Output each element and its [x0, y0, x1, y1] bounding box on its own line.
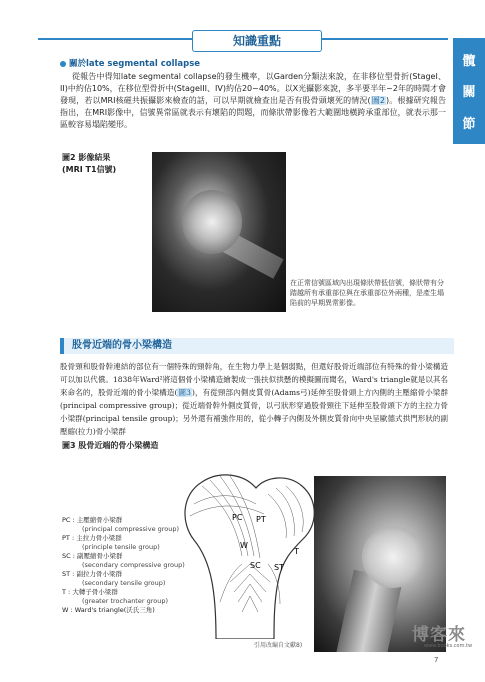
- section1-paragraph: [60, 71, 446, 131]
- section2-body: [60, 360, 448, 438]
- legend-abbr: T: [62, 588, 66, 596]
- bookstore-watermark-url: www.books.com.tw: [424, 643, 473, 649]
- mri-image: [152, 152, 286, 312]
- legend-abbr: ST: [62, 570, 71, 578]
- figure2-subtitle: (MRI T1信號): [62, 165, 117, 174]
- diagram-label-st: ST: [274, 563, 284, 572]
- legend-abbr: PC: [62, 516, 71, 524]
- legend-zh: 大轉子骨小梁群: [72, 588, 118, 596]
- legend-entry-english: (secondary tensile group): [82, 579, 166, 587]
- diagram-label-sc: SC: [250, 561, 261, 570]
- bookstore-watermark: 博客來: [412, 625, 466, 645]
- diagram-label-t: T: [294, 547, 299, 556]
- figure2-note: 在正常信號區域內出現條狀帶低信號，條狀帶有分踏越所有承重部位與在承重部位外兩種，是產生塌陷前的早期異常影像。: [290, 279, 444, 307]
- legend-entry-english: (principal compressive group): [82, 525, 180, 533]
- legend-entry: PT : 主拉力骨小梁群: [62, 534, 122, 542]
- page-header-title: 知識重點: [192, 30, 322, 52]
- legend-entry-english: (greater trochanter group): [82, 597, 169, 605]
- figure2-title: 圖2 影像結果: [62, 153, 111, 162]
- femur-trabecular-diagram: [172, 464, 328, 639]
- legend-zh: 副拉力骨小梁群: [76, 570, 122, 578]
- legend-zh: 主壓縮骨小梁群: [76, 516, 123, 524]
- figure-reference: 圖3: [178, 388, 191, 397]
- side-tab-char: 髖: [462, 54, 476, 70]
- legend-abbr: PT: [62, 534, 70, 542]
- legend-abbr: W: [62, 606, 69, 614]
- legend-entry: SC : 副壓縮骨小梁群: [62, 552, 123, 560]
- text-run: 股骨頸和股骨幹連結的部位有一個特殊的頸幹角，在生物力學上是個弱點，但還好股骨近端部位有特殊的骨小梁構造可以加以代償。1838年Ward²將這個骨小梁構造繪製成一張扶似拱懸的模擬圖而聞名，Ward's triangle就是以其名來命名的，股骨近端的骨小梁構造(: [60, 362, 448, 397]
- legend-entry: PC : 主壓縮骨小梁群: [62, 516, 123, 524]
- section2-title: 股骨近端的骨小梁構造: [72, 340, 172, 351]
- page-number: 7: [434, 656, 439, 664]
- legend-entry-english: (principle tensile group): [82, 543, 160, 551]
- legend-zh: 主拉力骨小梁群: [76, 534, 122, 542]
- section1-title: 關於late segmental collapse: [69, 59, 201, 69]
- legend-abbr: SC: [62, 552, 71, 560]
- legend-zh: Ward's triangle(沃氏三角): [74, 606, 155, 614]
- legend-entry: T : 大轉子骨小梁群: [62, 588, 118, 596]
- xray-femoral-head: [362, 526, 424, 588]
- legend-entry: ST : 副拉力骨小梁群: [62, 570, 122, 578]
- text-run: )，有從頸部內側皮質骨(Adams弓)延伸至股骨頭上方內側的主壓縮骨小梁群(principal compressive group)；從近端骨幹外側皮質骨，以弓狀形穿過股骨頸往下延伸至股骨頭下方的主拉力骨小梁群(principal tensile group)；另外還有補強作用的，從小轉子內側及外側皮質骨向中央呈歐德式拱門形狀的副壓縮(拉力)骨小梁群: [60, 388, 448, 436]
- figure3-citation: 引用改編自文獻8): [254, 642, 303, 649]
- chapter-side-tab: [453, 38, 485, 144]
- figure3-legend: [62, 516, 185, 615]
- figure3-caption: 圖3 股骨近端的骨小梁構造: [62, 441, 159, 450]
- diagram-label-pc: PC: [232, 513, 243, 522]
- figure-reference: 圖2: [371, 96, 385, 105]
- legend-entry-english: (secondary compressive group): [82, 561, 185, 569]
- side-tab-char: 關: [462, 85, 476, 101]
- legend-zh: 副壓縮骨小梁群: [77, 552, 123, 560]
- bullet-dot-icon: [60, 61, 66, 67]
- side-tab-char: 節: [462, 116, 476, 132]
- text-run: 從報告中得知late segmental collapse的發生機率，以Garden分類法來說，在非移位型骨折(StageI、II)中約佔10%，在移位型骨折中(StageIII、IV)約佔20~40%。以X光攝影來說，多半要半年~2年的時間才會發現，若以MRI核磁共振攝影來檢查的話，可以早期就檢查出是否有股骨頭壞死的情況(: [60, 72, 446, 105]
- text-run: )。根據研究報告指出，在MRI影像中，信號異常區就表示有壞陷的問題，而條狀帶影像若大範圍地橫跨承重部位，就表示那一區較容易塌陷變形。: [60, 96, 446, 129]
- section-late-segmental-collapse: [60, 58, 446, 131]
- diagram-label-pt: PT: [256, 515, 266, 524]
- legend-entry: W : Ward's triangle(沃氏三角): [62, 606, 155, 614]
- figure2-caption: [62, 152, 116, 176]
- mri-femoral-head: [182, 190, 242, 254]
- section2-header-bar: [60, 338, 454, 354]
- diagram-label-w: W: [240, 541, 248, 550]
